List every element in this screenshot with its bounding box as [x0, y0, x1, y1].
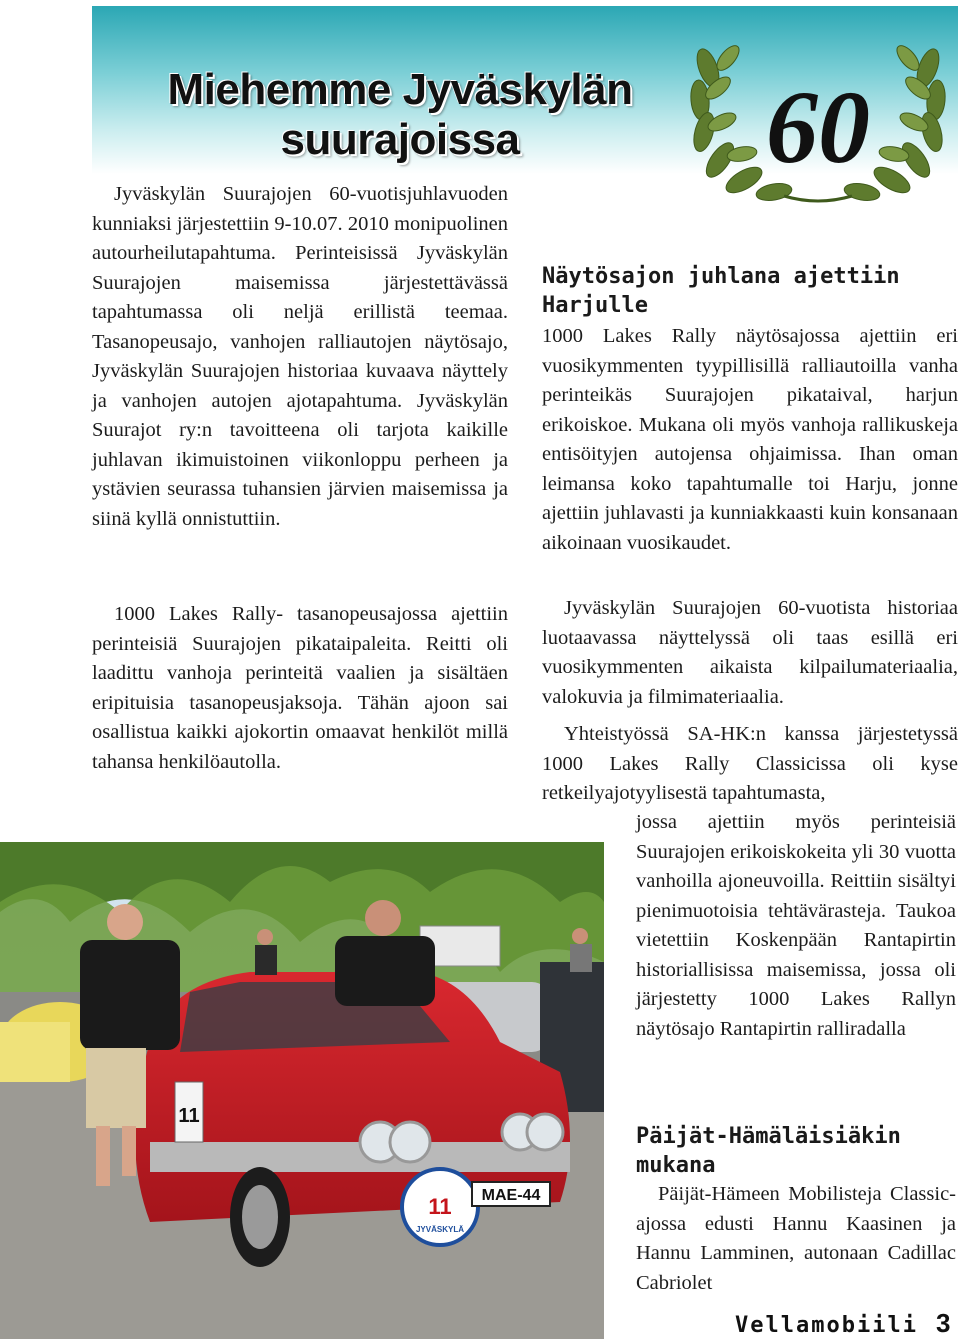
paijat-hame-paragraph: Päijät-Hämeen Mobilisteja Classic-ajossa edusti Hannu Kaasinen ja Hannu Lamminen, autonaan Cadillac Cabriolet: [636, 1183, 956, 1294]
door-rally-number: 11: [178, 1105, 200, 1127]
license-plate: MAE-44: [481, 1187, 541, 1204]
harju-paragraph-4: jossa ajettiin myös perinteisiä Suurajojen erikoiskokeita yli 30 vuotta vanhoilla ajoneuvoilla. Reittiin sisältyi pienimuotoisia tehtävärasteja. Taukoa vietettiin Koskenpään Rantapirtin historiallisissa maisemissa, jossa oli järjestetty 1000 Lakes Rallyn näytösajo Rantapirtin ralliradalla: [636, 811, 956, 1040]
harju-paragraph-2: Jyväskylän Suurajojen 60-vuotista historiaa luotaavassa näyttelyssä oli taas esillä eri vuosikymmenten aikaista kilpailumateriaalia, valokuvia ja filmimateriaalia.: [542, 597, 958, 708]
badge-text: JYVÄSKYLÄ: [415, 1225, 465, 1234]
footer-brand: Vellamobiili: [735, 1313, 918, 1338]
harju-paragraph-1: 1000 Lakes Rally näytösajossa ajettiin eri vuosikymmenten tyypillisillä ralliautoilla vanha perinteikäs Suurajojen pikataival, harjun erikoiskoe. Mukana oli myös vanhoja rallikuskeja entisöityjen autojensa ohjaimissa. Ihan oman leimansa koko tapahtumalle toi Harju, jonne ajettiin juhlavasti ja kunniakkaasti kuin konsanaan aikoinaan vuosikaudet.: [542, 325, 958, 554]
title-line-1: Miehemme Jyväskylän: [167, 65, 633, 115]
section-heading-harju: Näytösajon juhlana ajettiin Harjulle: [542, 264, 900, 318]
anniversary-wreath-emblem: [688, 28, 948, 206]
article-title: [120, 65, 680, 165]
page-number: 3: [936, 1308, 951, 1338]
badge-rally-number: 11: [428, 1194, 452, 1219]
section-heading-paijat-hame: Päijät-Hämäläisiäkin mukana: [636, 1124, 901, 1178]
red-rally-car-image: [0, 842, 604, 1339]
intro-paragraph-1: Jyväskylän Suurajojen 60-vuotisjuhlavuoden kunniaksi järjestettiin 9-10.07. 2010 monipuolinen autourheilutapahtuma. Perinteisissä Jyväskylän Suurajojen maisemissa järjestettävässä tapahtumassa oli neljä erillistä teemaa. Tasanopeusajo, vanhojen ralliautojen näytösajo, Jyväskylän Suurajojen historiaa kuvaava näyttely ja vanhojen autojen ajotapahtuma. Jyväskylän Suurajot ry:n tavoitteena oli tarjota kaikille juhlavan ikimuistoinen viikonloppu perheen ja ystävien seurassa tuhansien järvien maisemissa ja siinä kyllä onnistuttiin.: [92, 183, 508, 530]
rally-car-photo: [0, 842, 604, 1339]
intro-paragraph-2: 1000 Lakes Rally- tasanopeusajossa ajettiin perinteisiä Suurajojen pikataipaleita. Reitti oli laadittu vanhoja perinteitä vaalien ja sisältäen eripituisia tasanopeusjaksoja. Tähän ajoon sai osallistua kaikki ajokortin omaavat henkilöt millä tahansa henkilöautolla.: [92, 603, 508, 773]
harju-paragraph-3: Yhteistyössä SA-HK:n kanssa järjestetyssä 1000 Lakes Rally Classicissa oli kyse retkeilyajotyylisestä tapahtumasta,: [542, 723, 958, 804]
emblem-number: 60: [766, 70, 870, 185]
title-line-2: suurajoissa: [280, 115, 520, 165]
